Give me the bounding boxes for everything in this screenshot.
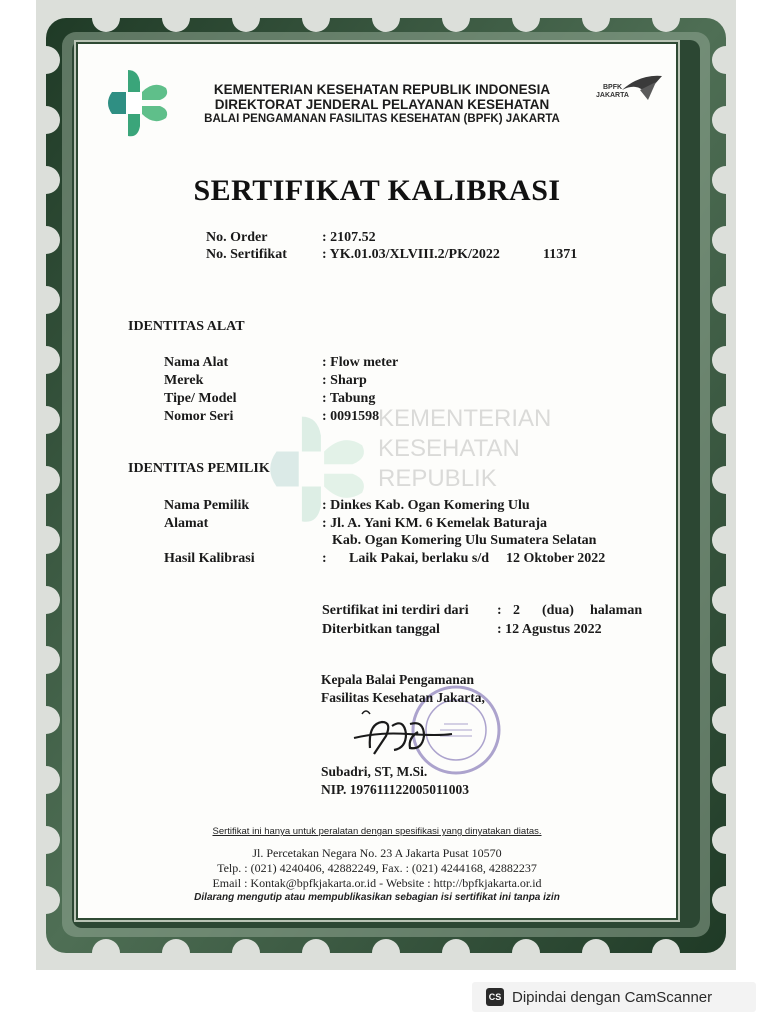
header-line-directorate: DIREKTORAT JENDERAL PELAYANAN KESEHATAN — [214, 97, 550, 112]
signatory-title-line2: Fasilitas Kesehatan Jakarta, — [321, 690, 485, 705]
institution-header — [182, 82, 582, 127]
bpfk-logo — [578, 70, 668, 120]
signatory-name: Subadri, ST, M.Si. — [321, 764, 428, 779]
certificate-serial: 11371 — [543, 247, 578, 262]
footer-note: Sertifikat ini hanya untuk peralatan dengan spesifikasi yang dinyatakan diatas. — [212, 826, 542, 837]
signature-icon — [348, 704, 458, 764]
section-identitas-pemilik: IDENTITAS PEMILIK — [128, 461, 270, 476]
camscanner-icon: CS — [486, 988, 504, 1006]
certificate-page: KEMENTERIAN KESEHATAN REPUBLIK INDONESIA DIREKTORAT JENDERAL PELAYANAN KESEHATAN BALAI PENGAMANAN FASILITAS KESEHATAN (BPFK) JAKARTA BPFK JAKARTA SERTIFIKAT KALIBRASI No. Order : 2107.52 No. Sertifikat : YK.01.03/XLVIII.2/PK/2022 11371 IDENTITAS ALAT Nama Alat : Flow meter Merek : Sharp Tipe/ Model : Tabung Nomor Seri : 0091598 KEMENTERIAN KESEHATAN REPUBLIK IDENTITAS PEMILIK Nama Pemilik : Dinkes Kab. Ogan Komering Ulu Alamat : Jl. A. Yani KM. 6 Kemelak Baturaja Kab. Ogan Komering Ulu Sumatera Selatan Hasil Kalibrasi : Laik Pakai, berlaku s/d 12 Oktober 2022 Sertifikat ini terdiri dari : 2 (dua) halaman Diterbitkan tanggal : 12 Agustus 2022 Kepala Balai Pengamanan Fasilitas Kesehatan Jakarta, Subadri, ST, M.Si. NIP. 197611122005011003 Sertifikat ini hanya untuk peralatan dengan spesifikasi yang dinyatakan diatas. Jl. Percetakan Negara No. 23 A Jakarta Pusat 10570 Telp. : (021) 4240406, 42882249, Fax. : (021) 4244168, 42882237 Email : Kontak@bpfkjakarta.or.id - Website : http://bpfkjakarta.or.id Dilarang mengutip atau mempublikasikan sebagian isi sertifikat ini tanpa izin — [78, 44, 676, 918]
footer-address: Jl. Percetakan Negara No. 23 A Jakarta Pusat 10570 — [252, 846, 502, 860]
camscanner-watermark — [472, 982, 756, 1012]
footer-warning: Dilarang mengutip atau mempublikasikan sebagian isi sertifikat ini tanpa izin — [194, 892, 560, 903]
watermark-text: KEMENTERIAN KESEHATAN REPUBLIK — [378, 405, 552, 492]
ministry-logo-icon — [94, 62, 176, 144]
camscanner-label: Dipindai dengan CamScanner — [512, 988, 713, 1006]
section-identitas-alat: IDENTITAS ALAT — [128, 319, 245, 334]
signatory-nip: NIP. 197611122005011003 — [321, 782, 470, 797]
bpfk-logo-text: BPFK JAKARTA — [596, 84, 629, 99]
signatory-title-line1: Kepala Balai Pengamanan — [321, 672, 475, 687]
certificate-title: SERTIFIKAT KALIBRASI — [193, 174, 561, 207]
header-line-ministry: KEMENTERIAN KESEHATAN REPUBLIK INDONESIA — [213, 82, 551, 97]
header-line-bpfk: BALAI PENGAMANAN FASILITAS KESEHATAN (BPFK) JAKARTA — [204, 113, 560, 125]
footer-phone: Telp. : (021) 4240406, 42882249, Fax. : (021) 4244168, 42882237 — [217, 861, 537, 875]
footer-email: Email : Kontak@bpfkjakarta.or.id - Website : http://bpfkjakarta.or.id — [212, 876, 542, 890]
